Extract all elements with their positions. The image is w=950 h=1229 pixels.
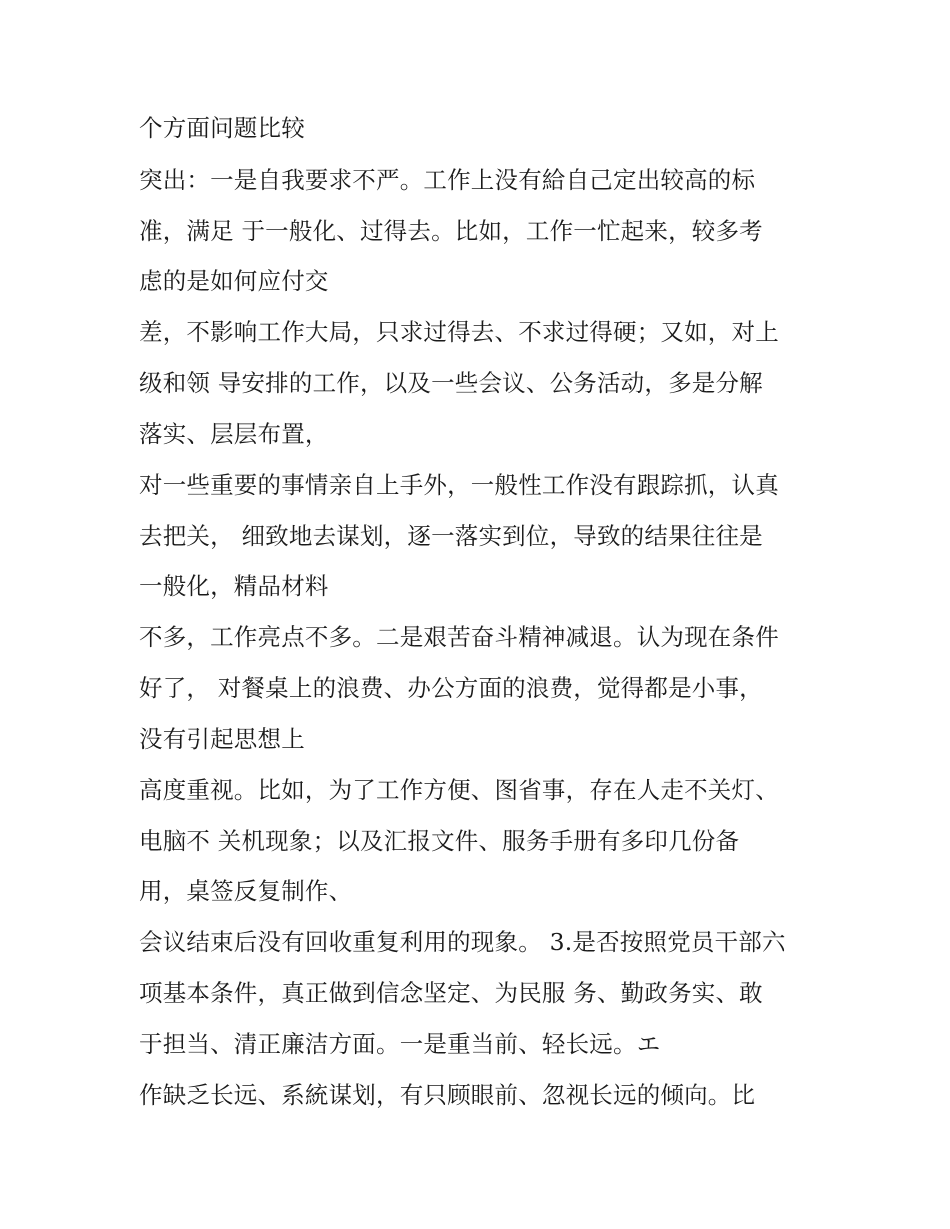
text-line: 于担当、清正廉洁方面。一是重当前、轻长远。エ — [139, 1030, 661, 1058]
text-line: 项基本条件，真正做到信念坚定、为民服 务、勤政务实、敢 — [139, 979, 763, 1007]
text-line: 个方面问题比较 — [139, 114, 305, 142]
text-line: 准，满足 于一般化、过得去。比如，工作一忙起来，较多考 — [139, 217, 763, 245]
text-line: 一般化，精品材料 — [139, 572, 329, 600]
text-line: 不多，工作亮点不多。二是艰苦奋斗精神减退。认为现在条件 — [139, 623, 779, 651]
text-line: 差，不影响工作大局，只求过得去、不求过得硬；又如，对上 — [139, 318, 779, 346]
text-line: 电脑不 关机现象；以及汇报文件、服务手册有多印几份备 — [139, 827, 740, 855]
text-line: 去把关， 细致地去谋划，逐一落实到位，导致的结果往往是 — [139, 522, 763, 550]
text-line: 对一些重要的事情亲自上手外，一般性工作没有跟踪抓，认真 — [139, 471, 779, 499]
text-line: 没有引起思想上 — [139, 725, 305, 753]
text-line: 级和领 导安排的工作，以及一些会议、公务活动，多是分解 — [139, 369, 763, 397]
text-line: 高度重视。比如，为了工作方便、图省事，存在人走不关灯、 — [139, 776, 779, 804]
text-line: 落实、层层布置， — [139, 420, 329, 448]
text-line: 好了， 对餐桌上的浪费、办公方面的浪费，觉得都是小事， — [139, 674, 763, 702]
text-line: 突出：一是自我要求不严。工作上没有給自己定出较高的标 — [139, 166, 756, 194]
text-line: 会议结束后没有回收重复利用的现象。 3.是否按照党员干部六 — [139, 928, 786, 956]
text-line: 虑的是如何应付交 — [139, 267, 329, 295]
text-line: 用，桌签反复制作、 — [139, 877, 353, 905]
text-line: 作缺乏长远、系統谋划，有只顾眼前、忽视长远的倾向。比 — [139, 1081, 756, 1109]
